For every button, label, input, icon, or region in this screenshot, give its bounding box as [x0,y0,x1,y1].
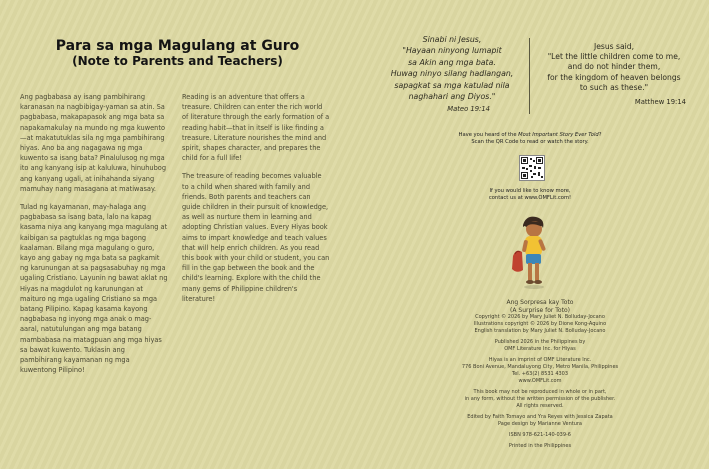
book-title: Ang Sorpresa kay Toto [506,299,574,306]
story-prompt-line: Scan the QR Code to read or watch the story. [471,139,589,146]
filipino-paragraph: Tulad ng kayamanan, may-halaga ang pagbabasa sa isang bata, lalo na kapag kasama niya ang kanyang mga magulang at kaibigan sa pagtuklas ng mga bagong kaalaman. Bilang mga magulang o guro, kayo ang gabay ng mga bata sa pagkamit ng karunungan at sa pagsasabuhay ng mga ugaling Cristiano. Layunin ng bawat aklat ng Hiyas na magdulot ng karunungan at maituro ng mga ugaling Cristiano sa mga batang Pilipino. Kapag kasama kayong nagbabasa ng inyong mga anak o mag-aaral, natutulungan ang mga batang mambabasa na matagpuan ang mga hiyas sa bawat kuwento. Tuklasin ang pambihirang kayamanan ng mga kuwentong Pilipino! [20,203,168,375]
quote-line: naghahari ang Diyos." [408,92,496,102]
rights-line: in any form, without the written permission of the publisher. [464,396,616,403]
quote-line: and do not hinder them, [567,62,661,72]
imprint-block [440,357,640,385]
imprint-line: Hiyas is an imprint of OMF Literature Inc. [488,357,592,364]
quote-divider [529,38,530,114]
rights-block [440,389,640,410]
qr-code[interactable] [519,155,545,181]
qr-code-icon [520,156,544,180]
credits-block [440,414,640,428]
page-title [20,38,335,69]
story-prompt-line: Have you heard of the Most Important Story Ever Told? [458,132,602,138]
quote-line: Huwag ninyo silang hadlangan, [390,69,514,79]
filipino-note-column [20,92,168,383]
address-line: 776 Boni Avenue, Mandaluyong City, Metro Manila, Philippines [461,364,619,371]
quote-line: "Hayaan ninyong lumapit [402,46,502,56]
story-title: Most Important Story Ever Told [518,132,599,138]
translation-credit: English translation by Mary Juliet N. Bolluday-Jocano [474,328,606,335]
quote-line: to such as these." [579,82,649,92]
book-title-block [440,299,640,335]
english-note-column [182,92,330,312]
colophon [440,299,640,450]
contact-line: If you would like to know more, [489,188,571,194]
story-prompt [420,132,640,147]
bible-quote-english [540,42,688,107]
bible-quote-filipino [386,34,518,116]
copyright-text: Copyright © 2026 by Mary Juliet N. Bolluday-Jocano [475,314,605,321]
child-figure-icon [508,214,554,290]
telephone-line: Tel. +63(2) 8531 4303 [511,371,569,378]
editor-credit: Edited by Faith Tomayo and Yra Reyes with Jessica Zapata [467,414,613,421]
contact-link[interactable]: contact us at www.OMFLit.com! [488,195,572,202]
book-title-english: (A Surprise for Toto) [510,306,570,314]
quote-reference: Matthew 19:14 [634,98,686,107]
toto-illustration [508,214,554,290]
copyright-illustrations: Illustrations copyright © 2026 by Dione Kong-Aquino [473,321,607,328]
contact-note [420,188,640,203]
title-english: (Note to Parents and Teachers) [72,54,283,68]
english-paragraph: Reading is an adventure that offers a treasure. Children can enter the rich world of literature through the early formation of a reading habit—that in itself is like finding a treasure. Literature nourishes the mind and spirit, shapes character, and prepares the child for a full life! [182,93,330,163]
filipino-paragraph: Ang pagbabasa ay isang pambihirang karanasan na nagbibigay-yaman sa atin. Sa pagbabasa, makapapasok ang mga bata sa napakamakulay na mundo ng mga kuwento—at makatutuklas sila ng mga pambihirang hiyas. Ano ba ang nagagawa ng mga kuwento sa isang bata? Pinalulusog ng mga ito ang kanyang isip at kaluluwa, hinuhubog ang kanyang ugali, at inihahanda siyang mamuhay nang masagana at matiwasay. [20,93,166,193]
published-line: Published 2026 in the Philippines by [494,339,586,346]
rights-line: This book may not be reproduced in whole or in part, [473,389,607,396]
publisher-line: OMF Literature Inc. for Hiyas [504,346,576,353]
printed-line: Printed in the Philippines [508,443,572,450]
english-paragraph: The treasure of reading becomes valuable to a child when shared with family and friends. Both parents and teachers can guide children in their pursuit of knowledge, as well as nurture them in learning and adopting Christian values. Every Hiyas book aims to impart knowledge and teach values that will help enrich children. As you read this book with your child or student, you can fill in the gap between the book and the child's learning. Explore with the child the many gems of Philippine children's literature! [182,172,330,303]
website-link[interactable]: www.OMFLit.com [518,378,562,385]
quote-line: Jesus said, [593,42,634,51]
quote-line: Sinabi ni Jesus, [422,35,482,44]
quote-line: for the kingdom of heaven belongs [547,72,681,82]
quote-line: "Let the little children come to me, [547,52,681,62]
isbn: ISBN 978-621-140-039-6 [509,432,571,439]
quote-line: sa Akin ang mga bata. [408,57,496,67]
publisher-block [440,339,640,353]
rights-line: All rights reserved. [516,403,564,410]
design-credit: Page design by Marianne Ventura [497,421,582,428]
quote-line: sapagkat sa mga katulad nila [394,80,510,90]
quote-reference: Mateo 19:14 [447,105,490,114]
title-filipino: Para sa mga Magulang at Guro [55,38,300,54]
